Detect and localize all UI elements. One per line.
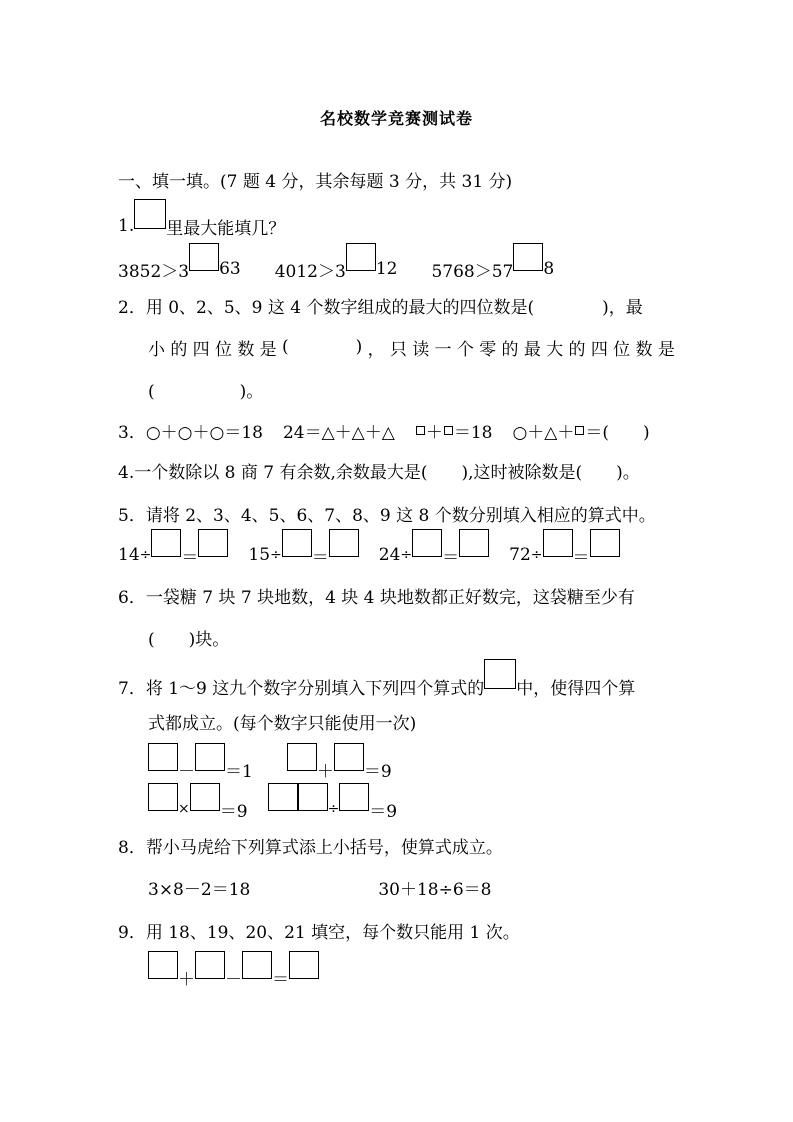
answer-box[interactable] — [198, 529, 228, 557]
equals-sign: ＝ — [442, 547, 460, 568]
equals-one: ＝1 — [225, 761, 253, 782]
answer-box[interactable] — [195, 951, 225, 979]
q8-equations — [148, 872, 491, 902]
q2-line2-char: 是 — [259, 339, 277, 360]
page-title: 名校数学竞赛测试卷 — [319, 109, 473, 128]
equals-nine: ＝9 — [219, 801, 248, 822]
q7-equations-row-1 — [148, 754, 392, 784]
plus-sign: ＋ — [178, 969, 195, 990]
equals-sign: ＝ — [272, 969, 289, 990]
answer-box[interactable] — [148, 783, 178, 811]
q7-equations-row-2 — [148, 794, 397, 824]
answer-box[interactable] — [148, 951, 178, 979]
section-heading: 一、填一填。(7 题 4 分，其余每题 3 分，共 31 分) — [118, 171, 513, 192]
q7-text-a: 7．将 1～9 这九个数字分别填入下列四个算式的 — [118, 678, 485, 699]
answer-box[interactable] — [543, 529, 573, 557]
q2-line2-char: 数 — [635, 339, 653, 360]
q2-line2-char: 四 — [192, 339, 210, 360]
square-symbol — [416, 426, 425, 435]
q2-line2-char: ) — [355, 337, 363, 357]
answer-box[interactable] — [412, 529, 442, 557]
q2-line2-char — [333, 335, 350, 360]
answer-box[interactable] — [189, 243, 219, 271]
question-5: 5．请将 2、3、4、5、6、7、8、9 这 8 个数分别填入相应的算式中。 — [118, 505, 656, 526]
q2-line2-char: 位 — [613, 339, 631, 360]
answer-box[interactable] — [459, 529, 489, 557]
equals-sign: ＝ — [181, 547, 199, 568]
answer-box[interactable] — [190, 783, 220, 811]
equals-nine: ＝9 — [363, 761, 392, 782]
q5-e4-dividend: 72 — [509, 545, 531, 565]
q3-part-3-plus: ＋ — [425, 422, 443, 443]
q2-line2-char: 最 — [523, 339, 541, 360]
divide-sign: ÷ — [327, 801, 340, 817]
q2-line2-char: 数 — [237, 339, 255, 360]
q1-b-left: 4012＞3 — [274, 261, 346, 282]
q3-part-4-left: ○＋△＋ — [512, 422, 575, 443]
question-3 — [118, 415, 650, 445]
q9-equation — [148, 962, 319, 992]
q3-part-1: ○＋○＋○＝18 — [145, 422, 263, 443]
q2-line2-char: 读 — [412, 339, 430, 360]
answer-box[interactable] — [242, 951, 272, 979]
answer-box[interactable] — [298, 783, 328, 811]
question-9: 9．用 18、19、20、21 填空，每个数只能用 1 次。 — [118, 922, 520, 943]
q2-line2-char: 四 — [590, 339, 608, 360]
q1-text: 里最大能填几？ — [166, 218, 286, 239]
answer-box[interactable] — [148, 743, 178, 771]
answer-box[interactable] — [339, 783, 369, 811]
q8-equation-1: 3×8－2＝18 — [148, 879, 251, 900]
q2-line2-char: 的 — [568, 339, 586, 360]
square-symbol — [575, 426, 584, 435]
answer-box[interactable] — [334, 743, 364, 771]
q1-a-left: 3852＞3 — [118, 261, 190, 282]
q1-b-right: 12 — [375, 259, 398, 279]
q3-number: 3． — [118, 422, 146, 443]
q7-text-b: 中，使得四个算 — [516, 678, 636, 699]
q2-line2-char: 一 — [434, 339, 452, 360]
q2-line2-char: 位 — [214, 339, 232, 360]
q8-equation-2: 30＋18÷6＝8 — [378, 879, 492, 900]
question-2-line-2 — [148, 332, 675, 362]
q2-line2-char: 零 — [479, 339, 497, 360]
q2-line2-char: ( — [281, 337, 289, 357]
equals-sign: ＝ — [572, 547, 590, 568]
q3-part-4-right: ＝( ) — [585, 422, 650, 443]
question-6-line-1: 6．一袋糖 7 块 7 块地数，4 块 4 块地数都正好数完，这袋糖至少有 — [118, 587, 635, 608]
question-4: 4.一个数除以 8 商 7 有余数,余数最大是( ),这时被除数是( )。 — [118, 462, 640, 483]
q2-line2-char: 的 — [501, 339, 519, 360]
answer-box[interactable] — [289, 951, 319, 979]
answer-box[interactable] — [329, 529, 359, 557]
q2-line2-char: 是 — [657, 339, 675, 360]
q2-line2-char: 大 — [546, 339, 564, 360]
q1-c-right: 8 — [543, 259, 555, 279]
q3-part-2: 24＝△＋△＋△ — [282, 422, 395, 443]
square-symbol — [444, 426, 453, 435]
q2-line2-char — [294, 335, 328, 360]
divide-sign: ÷ — [139, 547, 152, 563]
answer-box — [484, 659, 516, 689]
question-2-line-1: 2．用 0、2、5、9 这 4 个数字组成的最大的四位数是( )，最 — [118, 297, 643, 318]
equals-nine: ＝9 — [369, 801, 398, 822]
q1-c-left: 5768＞57 — [431, 261, 514, 282]
q2-line2-char: 的 — [170, 339, 188, 360]
plus-sign: ＋ — [316, 761, 334, 782]
equals-sign: ＝ — [311, 547, 329, 568]
q5-equations — [118, 540, 620, 570]
minus-sign: － — [178, 761, 195, 782]
q2-line2-char: 小 — [148, 339, 165, 360]
q1-a-right: 63 — [219, 259, 241, 279]
answer-box[interactable] — [134, 199, 166, 229]
q5-e3-dividend: 24 — [378, 545, 401, 565]
question-1 — [118, 211, 285, 241]
divide-sign: ÷ — [270, 547, 282, 563]
answer-box[interactable] — [346, 243, 376, 271]
q2-line2-char: 个 — [456, 339, 474, 360]
answer-box[interactable] — [151, 529, 181, 557]
answer-box[interactable] — [195, 743, 225, 771]
question-2-line-3: ( )。 — [148, 381, 264, 402]
question-7-line-2: 式都成立。(每个数字只能使用一次) — [148, 713, 417, 734]
question-6-line-2: ( )块。 — [148, 629, 230, 650]
answer-box[interactable] — [282, 529, 312, 557]
divide-sign: ÷ — [530, 547, 543, 563]
question-8: 8．帮小马虎给下列算式添上小括号，使算式成立。 — [118, 837, 503, 858]
question-7-line-1 — [118, 671, 635, 701]
answer-box[interactable] — [590, 529, 620, 557]
q5-e2-dividend: 15 — [248, 545, 271, 565]
q5-e1-dividend: 14 — [118, 545, 140, 565]
q3-part-3-eq: ＝18 — [453, 422, 493, 443]
q2-line2-char: 只 — [389, 339, 407, 360]
q2-line2-char: ， — [367, 339, 385, 360]
times-sign: × — [178, 801, 190, 817]
answer-box[interactable] — [513, 243, 543, 271]
divide-sign: ÷ — [400, 547, 413, 563]
q1-inequalities — [118, 254, 554, 284]
answer-box[interactable] — [268, 783, 298, 811]
minus-sign: － — [225, 969, 242, 990]
q1-number: 1. — [118, 216, 135, 236]
answer-box[interactable] — [287, 743, 317, 771]
